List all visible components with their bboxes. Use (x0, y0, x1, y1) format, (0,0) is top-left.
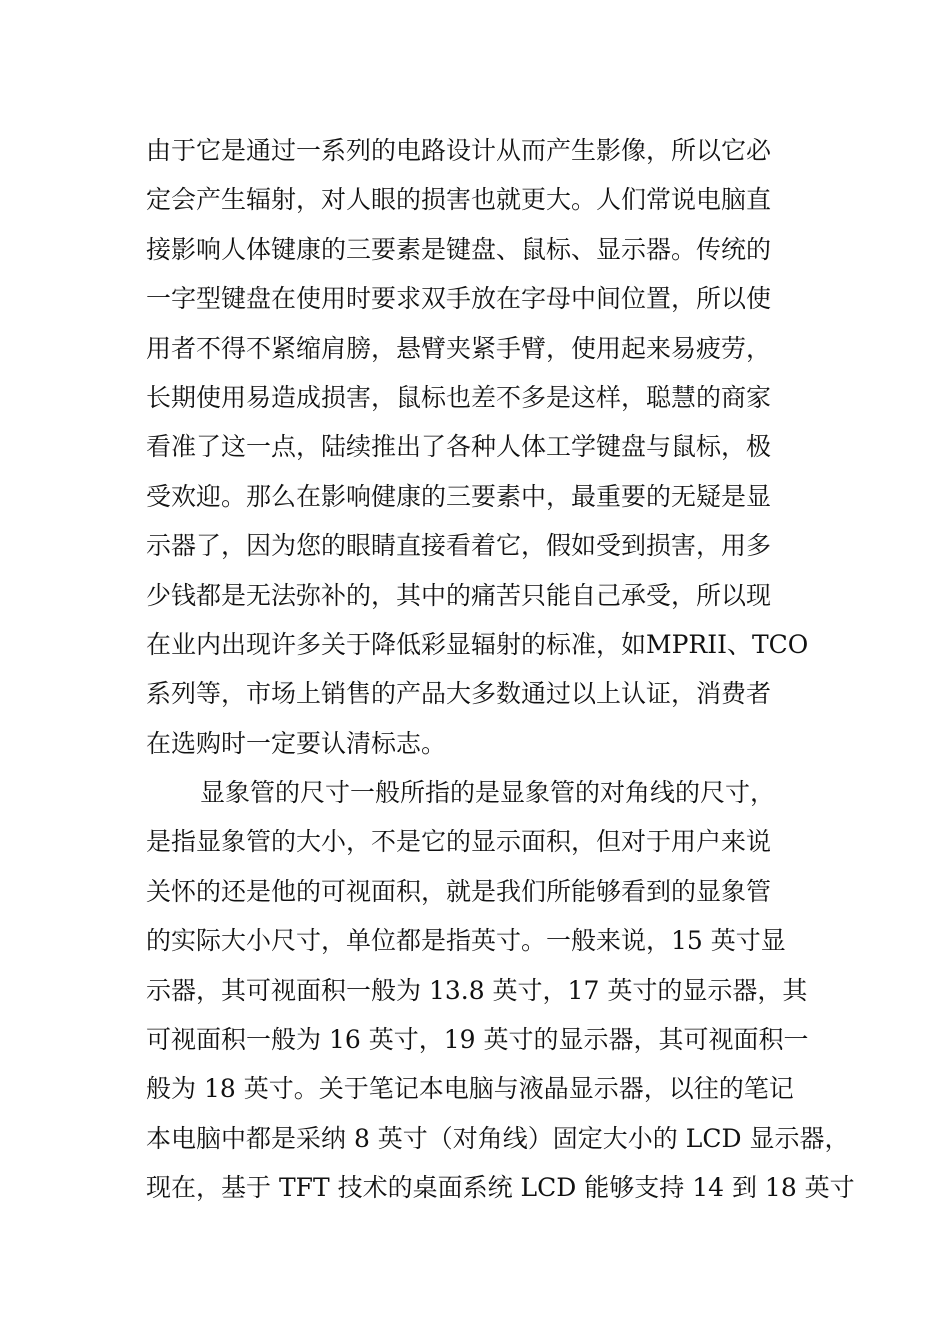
text-line: 可视面积一般为 16 英寸，19 英寸的显示器，其可视面积一 (146, 1025, 809, 1055)
paragraph-1 (146, 126, 816, 768)
text-line: 在选购时一定要认清标志。 (146, 728, 447, 758)
body-text (146, 126, 855, 1213)
text-line: 示器了，因为您的眼睛直接看着它，假如受到损害，用多 (146, 531, 772, 561)
text-line: 接影响人体键康的三要素是键盘、鼠标、显示器。传统的 (146, 234, 772, 264)
text-line: 般为 18 英寸。关于笔记本电脑与液晶显示器，以往的笔记 (146, 1074, 794, 1104)
text-line: 系列等，市场上销售的产品大多数通过以上认证，消费者 (146, 679, 772, 709)
text-line: 关怀的还是他的可视面积，就是我们所能够看到的显象管 (146, 876, 772, 906)
text-line: 一字型键盘在使用时要求双手放在字母中间位置，所以使 (146, 284, 772, 314)
text-line: 本电脑中都是采纳 8 英寸（对角线）固定大小的 LCD 显示器， (146, 1123, 850, 1153)
text-line: 受欢迎。那么在影响健康的三要素中，最重要的无疑是显 (146, 481, 772, 511)
text-line: 少钱都是无法弥补的，其中的痛苦只能自己承受，所以现 (146, 580, 772, 610)
text-line-indented: 显象管的尺寸一般所指的是显象管的对角线的尺寸， (200, 778, 776, 808)
text-line: 长期使用易造成损害，鼠标也差不多是这样，聪慧的商家 (146, 382, 772, 412)
text-line: 现在，基于 TFT 技术的桌面系统 LCD 能够支持 14 到 18 英寸 (146, 1173, 855, 1203)
text-line: 是指显象管的大小，不是它的显示面积，但对于用户来说 (146, 827, 772, 857)
text-line: 看准了这一点，陆续推出了各种人体工学键盘与鼠标，极 (146, 432, 772, 462)
text-line: 由于它是通过一系列的电路设计从而产生影像，所以它必 (146, 136, 772, 165)
text-line: 在业内出现许多关于降低彩显辐射的标准，如MPRII、TCO (146, 629, 809, 659)
text-line: 示器，其可视面积一般为 13.8 英寸，17 英寸的显示器，其 (146, 975, 808, 1005)
text-line: 用者不得不紧缩肩膀，悬臂夹紧手臂，使用起来易疲劳， (146, 333, 772, 363)
text-line: 的实际大小尺寸，单位都是指英寸。一般来说，15 英寸显 (146, 926, 786, 956)
text-line: 定会产生辐射，对人眼的损害也就更大。人们常说电脑直 (146, 185, 772, 215)
paragraph-2 (146, 768, 855, 1213)
